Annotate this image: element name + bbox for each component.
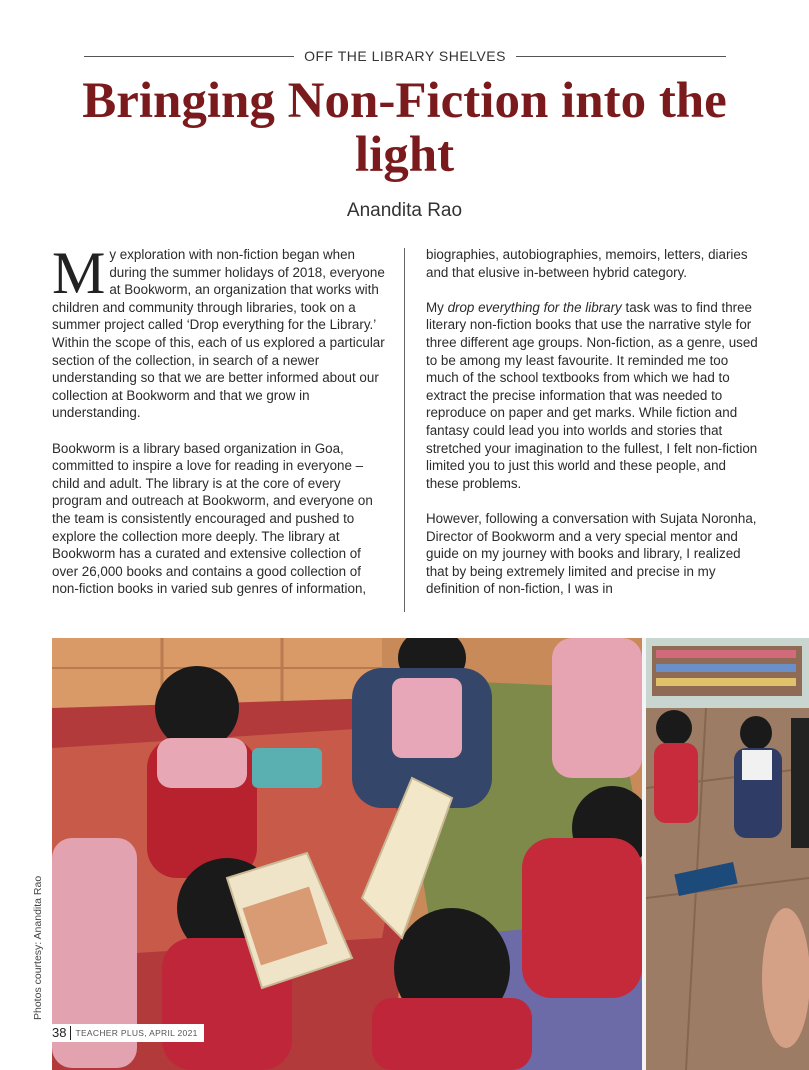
paragraph-1: [52, 240, 390, 422]
photo-credit: Photos courtesy: Anandita Rao: [32, 875, 44, 1020]
page-footer: [52, 1024, 204, 1042]
paragraph-4-emphasis: drop everything for the library: [447, 299, 622, 315]
kicker-text: OFF THE LIBRARY SHELVES: [304, 48, 506, 64]
page-number: 38: [52, 1026, 71, 1040]
kicker-rule-right: [516, 56, 726, 57]
photo-children-reading: [52, 638, 642, 1070]
paragraph-2: Bookworm is a library based organization in Goa, committed to inspire a love for reading in everyone – child and adult. The library is at the core of every program and outreach at Bookworm, and everyone on the team is consistently encouraged and pushed to explore the collection more deeply. The library at Bookworm has a curated and extensive collection of over 26,000 books and contains a good collection of non-fiction books in varied sub genres of information,: [52, 440, 373, 597]
photo-library-circle: [646, 638, 809, 1070]
section-kicker: [84, 48, 726, 64]
paragraph-4-text: task was to find three literary non-fiction books that use the narrative style for three different age groups. Non-fiction, as a genre, used to be among my least favourite. It reminded me too much of the school textbooks from which we had to extract the precise information that was needed to reproduce on paper and get marks. While fiction and fantasy could lead you into worlds and stories that stretched your imagination to the fullest, I felt non-fiction limited you to just this world and these people, and these problems.: [426, 299, 758, 491]
article-photo: [52, 638, 809, 1070]
paragraph-3: biographies, autobiographies, memoirs, letters, diaries and that elusive in-between hybrid category.: [426, 247, 748, 280]
article-title: Bringing Non-Fiction into the light: [82, 73, 727, 183]
paragraph-4-lead: My: [426, 299, 448, 315]
column-divider: [404, 248, 405, 612]
article-column-right: [426, 246, 760, 615]
paragraph-4: [426, 299, 760, 493]
magazine-issue: TEACHER PLUS, APRIL 2021: [75, 1028, 198, 1038]
article-author: Anandita Rao: [346, 200, 463, 221]
paragraph-1-text: y exploration with non-fiction began when during the summer holidays of 2018, everyone at Bookworm, an organization that works with children and community through libraries, took on a summer project called ‘Drop everything for the Library.’ Within the scope of this, each of us explored a particular section of the collection, in search of a newer understanding so that we are better informed about our collection at Bookworm and that we grow in understanding.: [52, 247, 385, 421]
kicker-rule-left: [84, 56, 294, 57]
drop-cap: M: [52, 240, 106, 306]
article-column-left: [52, 240, 390, 615]
paragraph-5: However, following a conversation with Sujata Noronha, Director of Bookworm and a very special mentor and guide on my journey with books and library, I realized that by being extremely limited and precise in my definition of non-fiction, I was in: [426, 510, 757, 597]
